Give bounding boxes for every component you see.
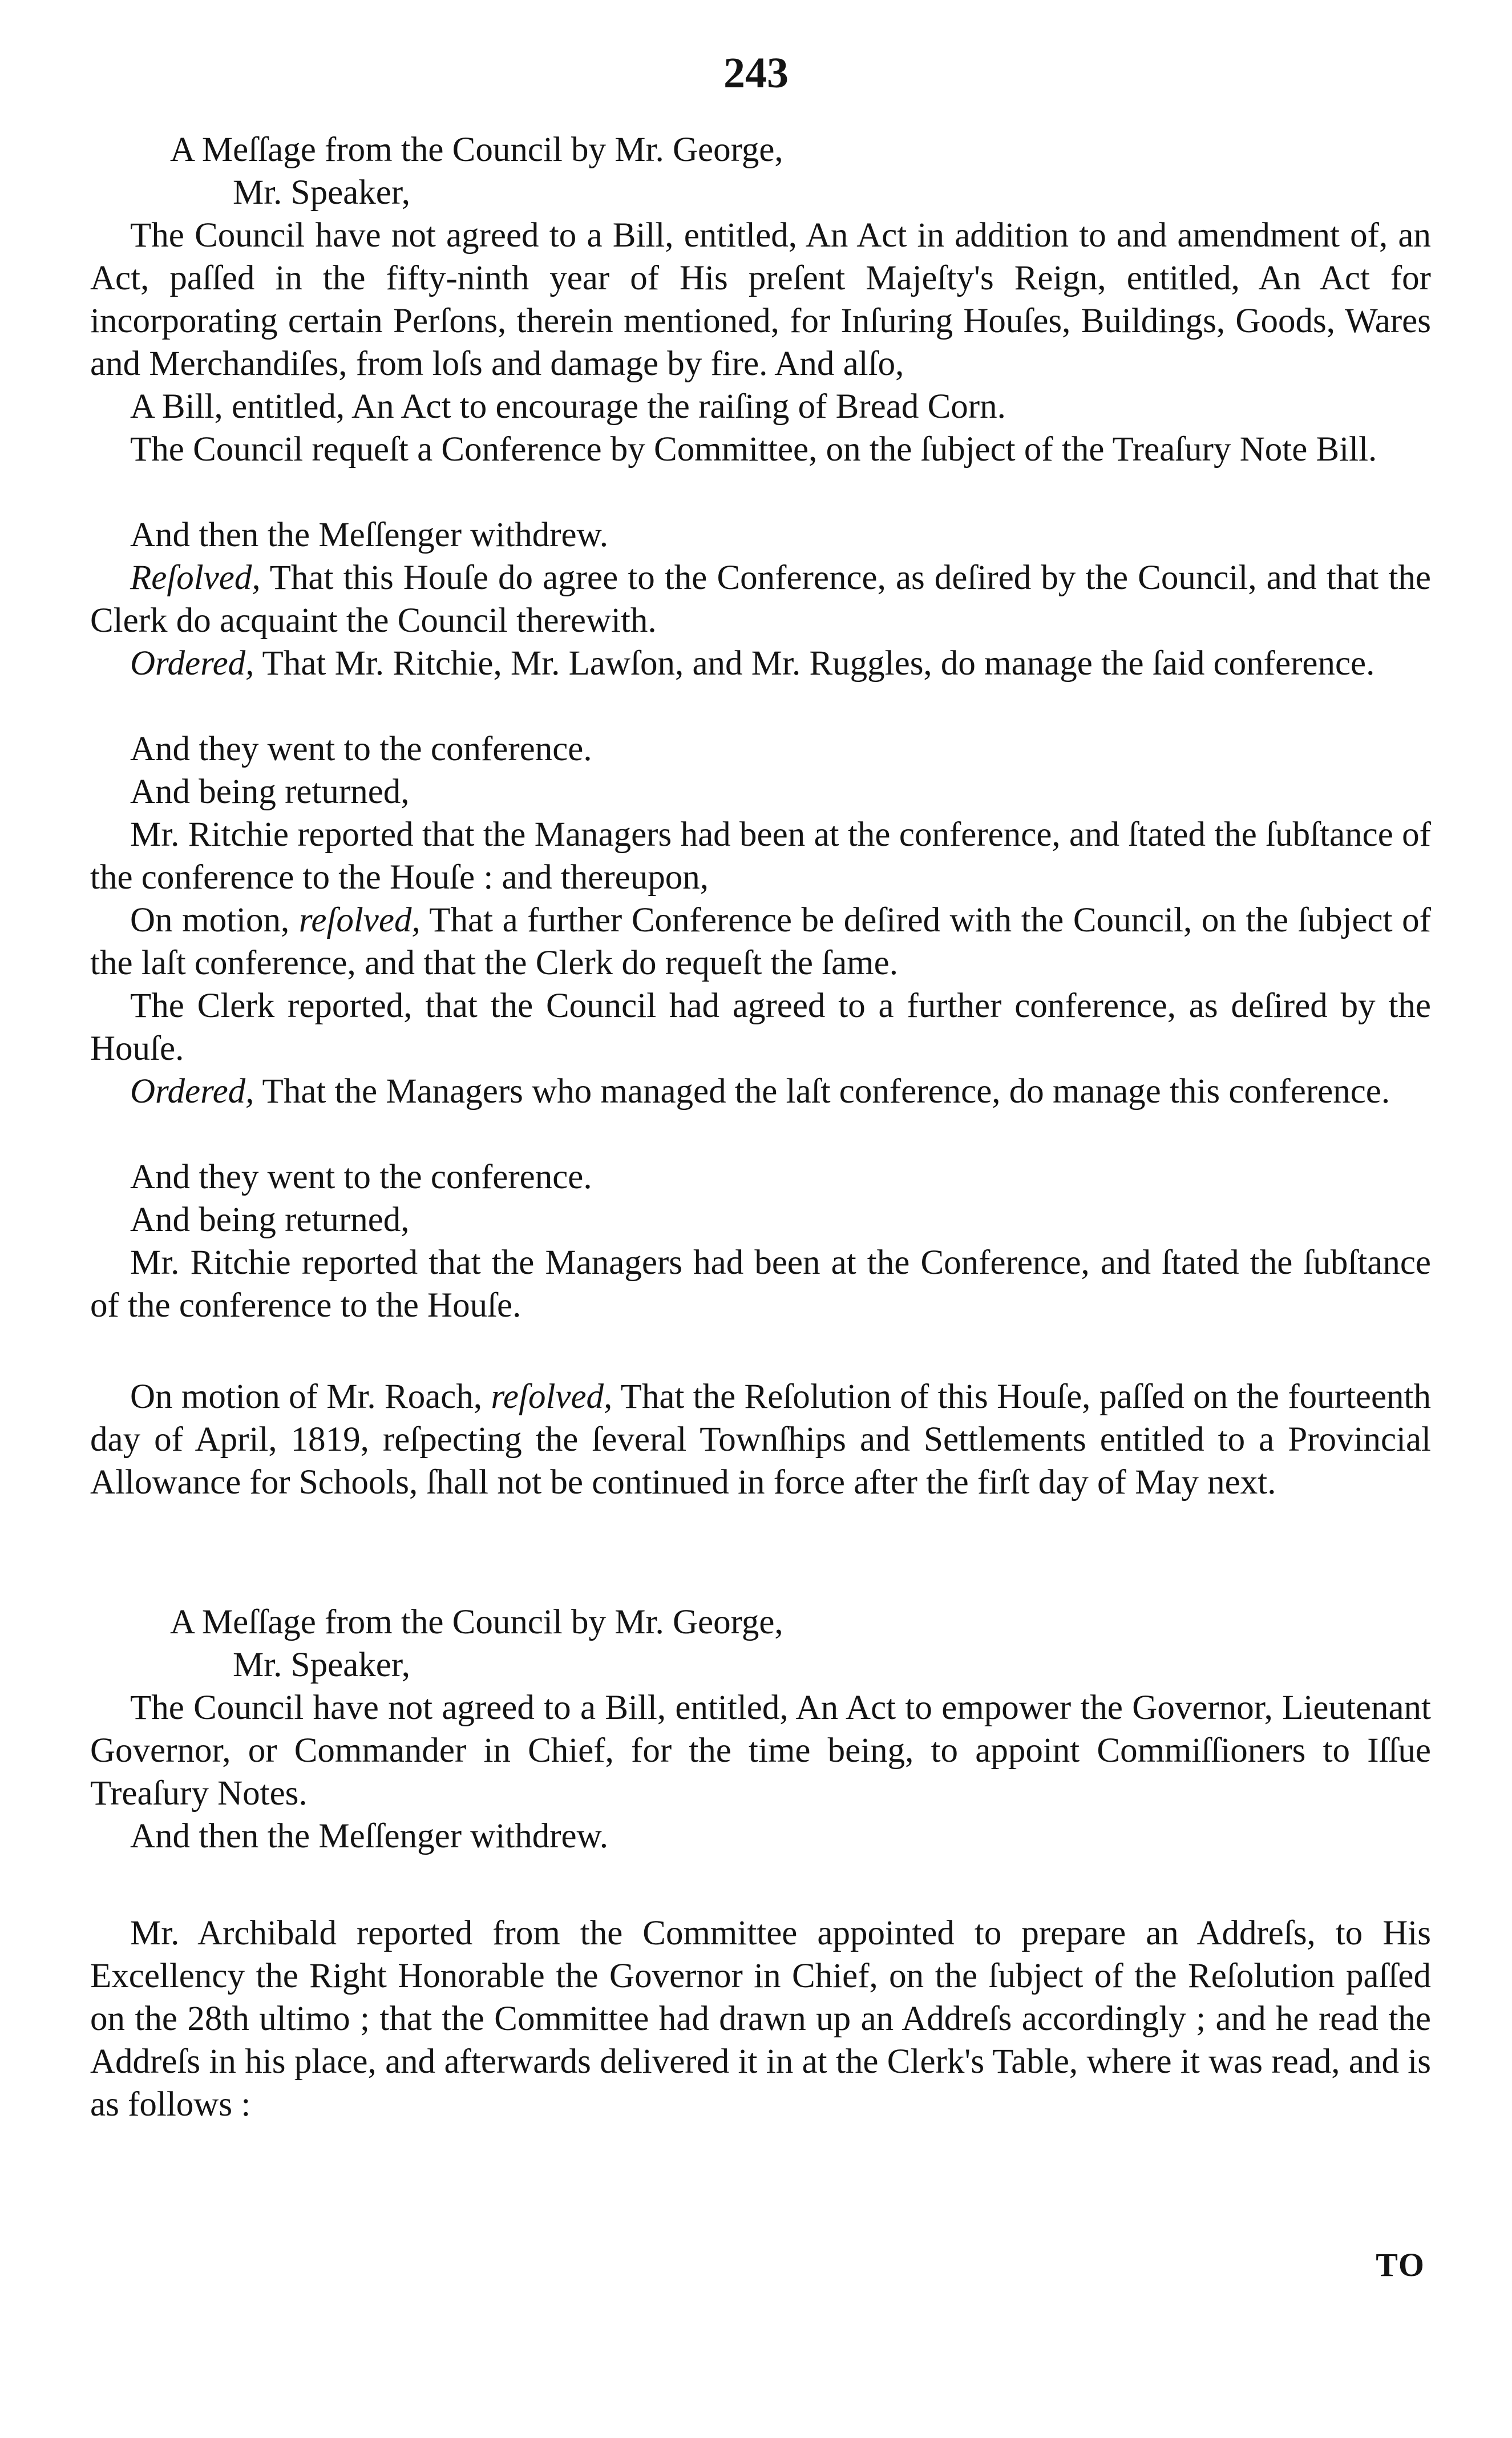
went-to-conference-2: And they went to the conference. xyxy=(130,1158,592,1196)
salutation-2: Mr. Speaker, xyxy=(233,1646,410,1684)
catchword: TO xyxy=(1376,2246,1425,2283)
salutation-1: Mr. Speaker, xyxy=(233,173,410,212)
ritchie-report-2: Mr. Ritchie reported that the Managers had been at the Conference, and ſtated the ſubſtance of the conference to the Houſe. xyxy=(90,1244,1431,1325)
resolved-text: That this Houſe do agree to the Conference, as deſired by the Council, and that the Clerk do acquaint the Council therewith. xyxy=(90,559,1431,640)
went-to-conference-1: And they went to the conference. xyxy=(130,730,592,768)
message-heading-2: A Meſſage from the Council by Mr. George, xyxy=(170,1603,783,1641)
ordered-label-2: Ordered, xyxy=(130,1072,254,1111)
resolved-paragraph xyxy=(90,556,1431,642)
ordered-text-1: That Mr. Ritchie, Mr. Lawſon, and Mr. Ruggles, do manage the ſaid conference. xyxy=(254,644,1375,683)
motion-paragraph xyxy=(90,899,1431,984)
resolved-label: Reſolved, xyxy=(130,559,261,597)
messenger-withdrew-2: And then the Meſſenger withdrew. xyxy=(130,1817,608,1855)
archibald-report: Mr. Archibald reported from the Committee appointed to prepare an Addreſs, to His Excellency the Right Honorable the Governor in Chief, on the ſubject of the Reſolution paſſed on the 28th ultimo ; that the Committee had drawn up an Addreſs accordingly ; and he read the Addreſs in his place, and afterwards delivered it in at the Clerk's Table, where it was read, and is as follows : xyxy=(90,1914,1431,2124)
conference-request: The Council requeſt a Conference by Committee, on the ſubject of the Treaſury Note Bill. xyxy=(130,430,1377,469)
treasury-notes-bill: The Council have not agreed to a Bill, entitled, An Act to empower the Governor, Lieutenant Governor, or Commander in Chief, for the time being, to appoint Commiſſioners to Iſſue Treaſury Notes. xyxy=(90,1689,1431,1813)
motion-text: That a further Conference be deſired with the Council, on the ſubject of the laſt conference, and that the Clerk do requeſt the ſame. xyxy=(90,901,1431,982)
ritchie-report-1: Mr. Ritchie reported that the Managers had been at the conference, and ſtated the ſubſtance of the conference to the Houſe : and thereupon, xyxy=(90,816,1431,897)
motion-resolved-label: reſolved, xyxy=(298,901,421,939)
ordered-paragraph-1 xyxy=(90,642,1431,685)
message-heading-1: A Meſſage from the Council by Mr. George, xyxy=(170,131,783,169)
messenger-withdrew-1: And then the Meſſenger withdrew. xyxy=(130,516,608,554)
being-returned-1: And being returned, xyxy=(130,773,410,811)
council-bill-paragraph: The Council have not agreed to a Bill, entitled, An Act in addition to and amendment of, an Act, paſſed in the fifty-ninth year of His preſent Majeſty's Reign, entitled, An Act for incorporating certain Perſons, therein mentioned, for Inſuring Houſes, Buildings, Goods, Wares and Merchandiſes, from loſs and damage by fire. And alſo, xyxy=(90,216,1431,383)
bread-corn-bill: A Bill, entitled, An Act to encourage the raiſing of Bread Corn. xyxy=(130,388,1006,426)
motion-lead: On motion, xyxy=(130,901,299,939)
being-returned-2: And being returned, xyxy=(130,1201,410,1239)
ordered-paragraph-2 xyxy=(90,1070,1431,1113)
clerk-reported: The Clerk reported, that the Council had agreed to a further conference, as deſired by the Houſe. xyxy=(90,987,1431,1068)
ordered-text-2: That the Managers who managed the laſt conference, do manage this conference. xyxy=(254,1072,1390,1111)
ordered-label-1: Ordered, xyxy=(130,644,254,683)
page-number: 243 xyxy=(723,49,789,97)
roach-resolved-label: reſolved, xyxy=(491,1378,613,1416)
roach-lead: On motion of Mr. Roach, xyxy=(130,1378,491,1416)
roach-text: That the Reſolution of this Houſe, paſſed on the fourteenth day of April, 1819, reſpecting the ſeveral Townſhips and Settlements entitled to a Provincial Allowance for Schools, ſhall not be continued in force after the firſt day of May next. xyxy=(90,1378,1431,1501)
roach-motion-paragraph xyxy=(90,1375,1431,1504)
